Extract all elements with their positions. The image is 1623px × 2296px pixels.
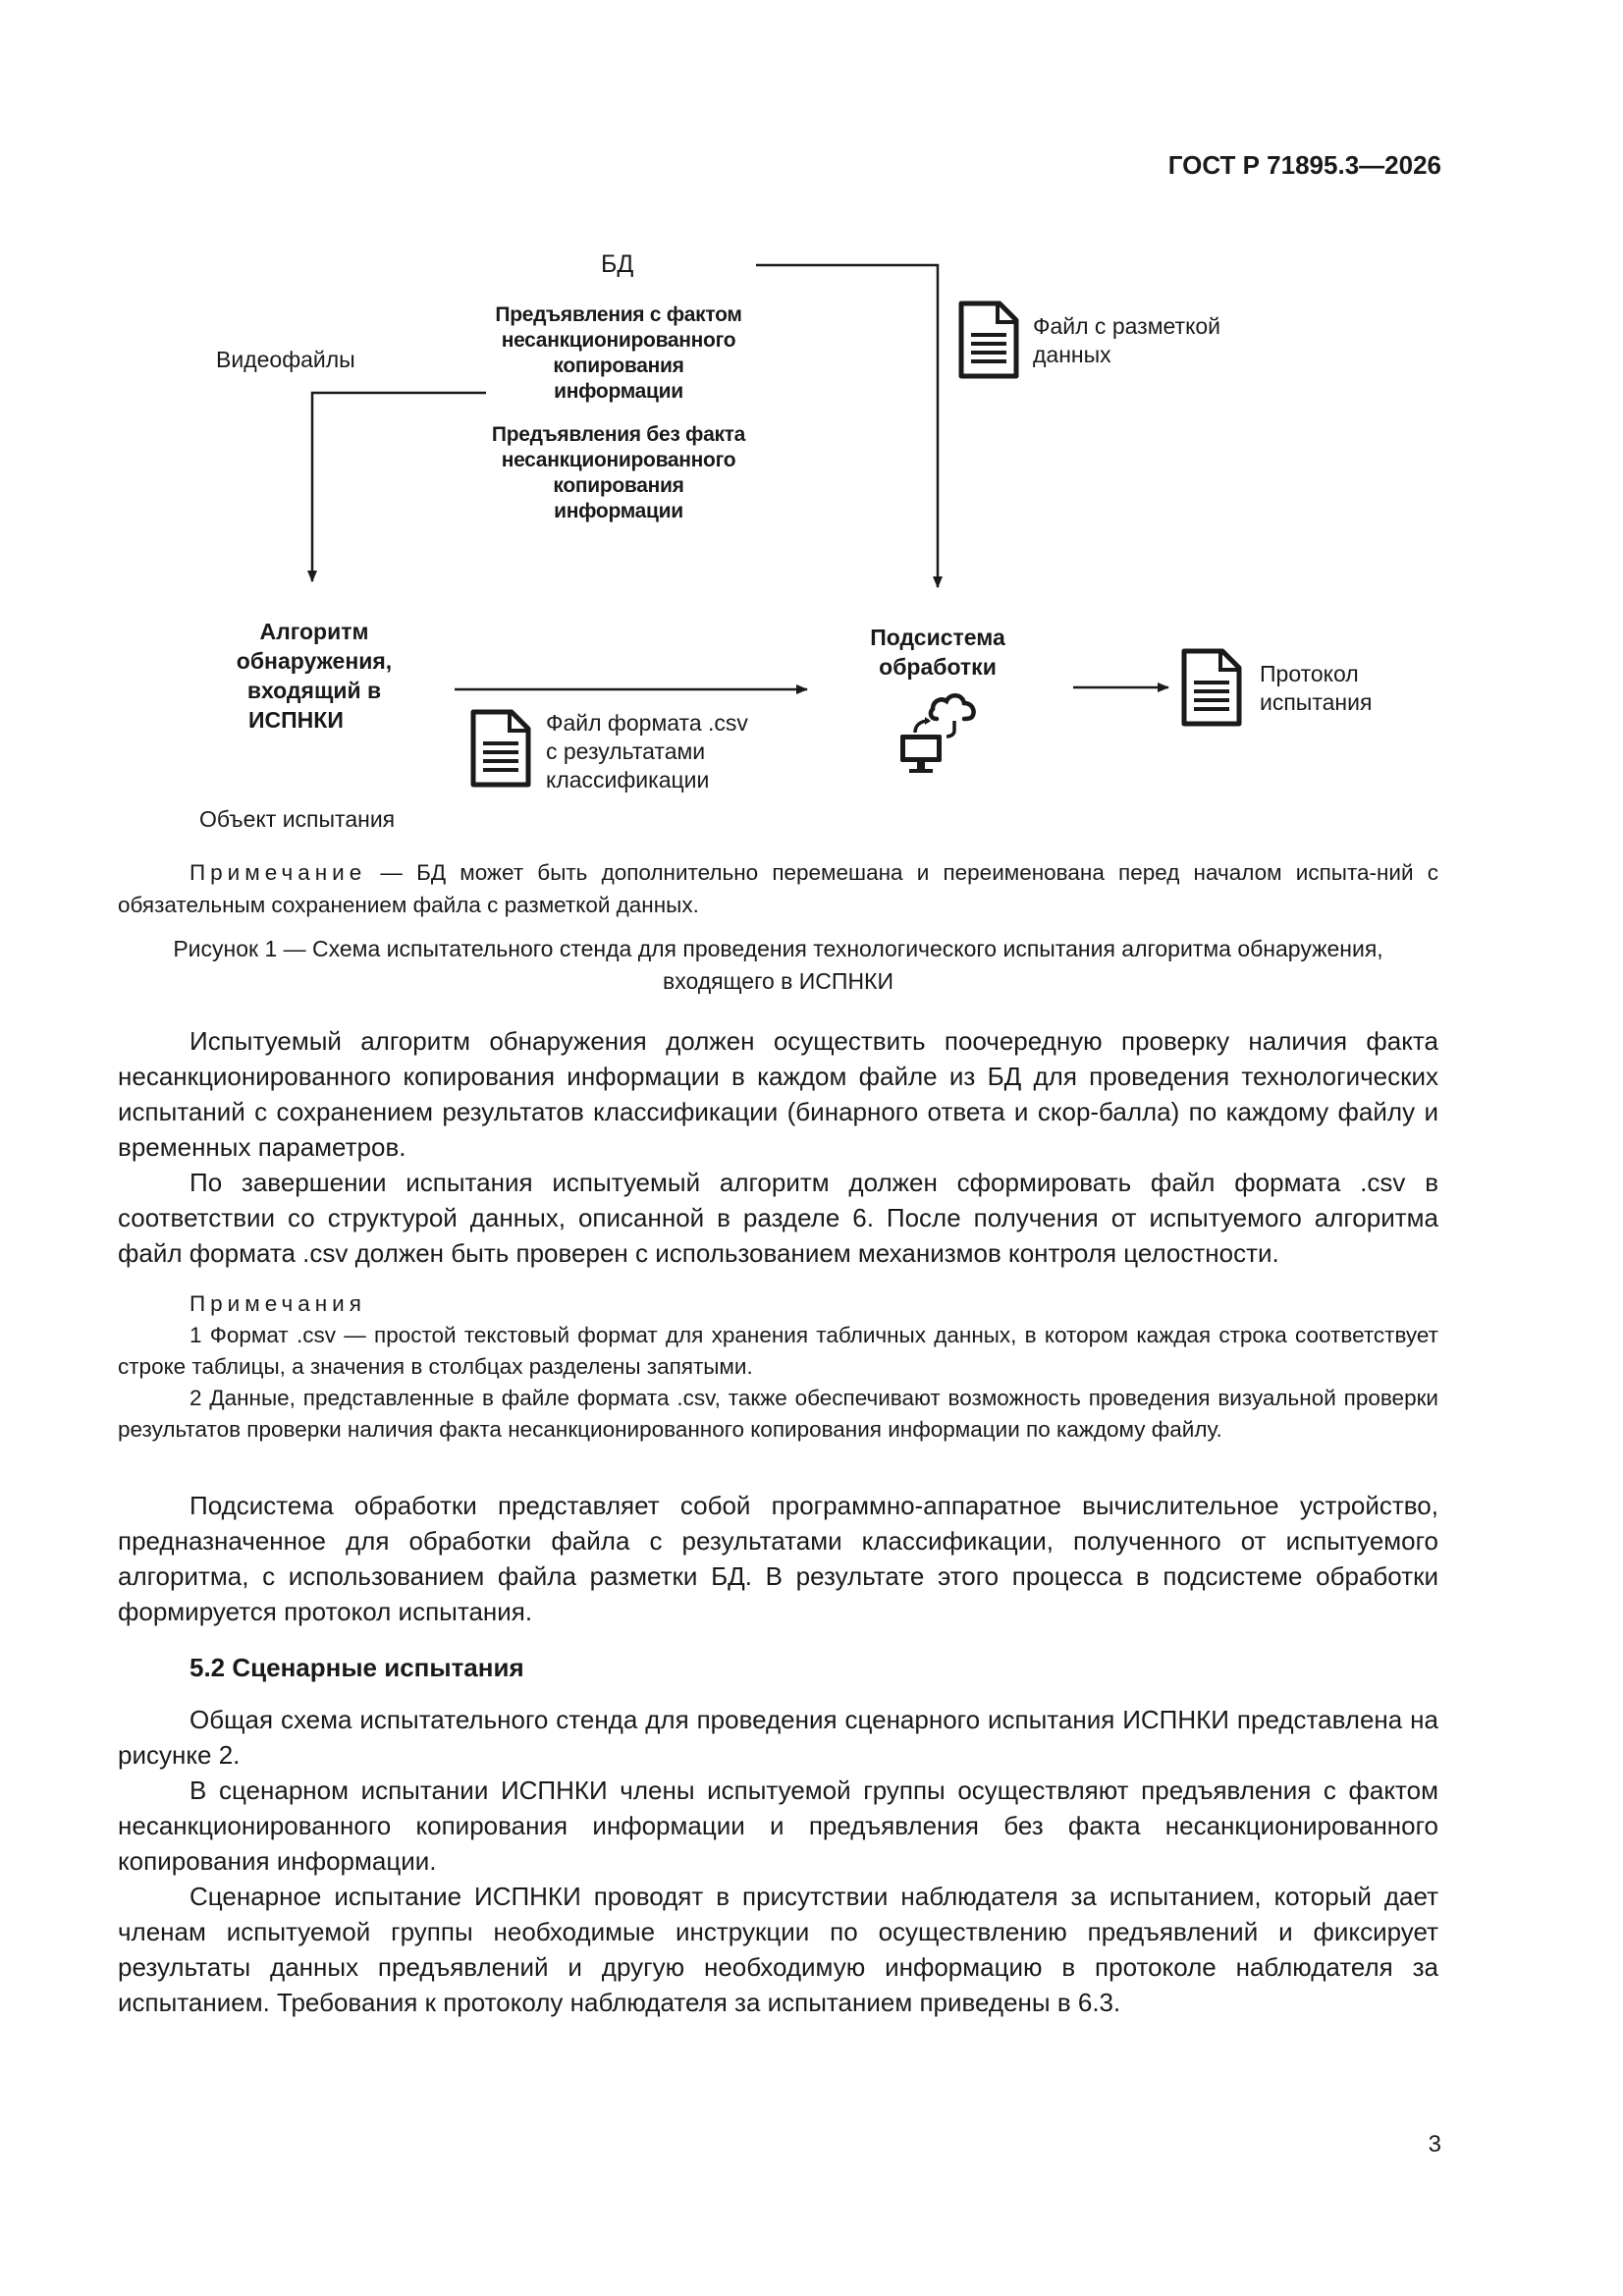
subsystem-label: Подсистема обработки bbox=[870, 625, 1005, 680]
document-icon bbox=[470, 709, 531, 788]
arrow-db-to-subsystem bbox=[756, 265, 938, 587]
cloud-computer-icon bbox=[895, 687, 986, 776]
figure-note bbox=[118, 856, 1438, 921]
markup-file-label: Файл с разметкой данных bbox=[1033, 313, 1221, 367]
section-heading: 5.2 Сценарные испытания bbox=[189, 1653, 524, 1682]
document-icon bbox=[1181, 648, 1242, 727]
notes-label: Примечания bbox=[189, 1291, 366, 1316]
body-paragraph-2 bbox=[118, 1488, 1438, 1629]
figure-note-text: — БД может быть дополнительно перемешана и переименована перед началом испыта-ний с обязательным сохранением файла с разметкой данных. bbox=[118, 860, 1438, 917]
figure-note-label: Примечание bbox=[189, 860, 367, 885]
db-title: БД bbox=[601, 250, 634, 278]
note-item: 1 Формат .csv — простой текстовый формат для хранения табличных данных, в котором каждая строка соответствует строке таблицы, а значения в столбцах разделены запятыми. bbox=[118, 1323, 1438, 1379]
paragraph: Сценарное испытание ИСПНКИ проводят в присутствии наблюдателя за испытанием, который дает членам испытуемой группы необходимые инструкции по осуществлению предъявлений и фиксирует результаты данных предъявлений и другую необходимую информацию в протоколе наблюдателя за испытанием. Требования к протоколу наблюдателя за испытанием приведены в 6.3. bbox=[118, 1882, 1438, 2017]
notes-block bbox=[118, 1288, 1438, 1446]
body-paragraphs-1 bbox=[118, 1023, 1438, 1271]
body-paragraphs-3 bbox=[118, 1702, 1438, 2020]
test-object-label: Объект испытания bbox=[199, 806, 396, 832]
document-icon bbox=[958, 301, 1019, 379]
note-item: 2 Данные, представленные в файле формата .csv, также обеспечивают возможность проведения визуальной проверки результатов проверки наличия факта несанкционированного копирования информации по каждому файлу. bbox=[118, 1386, 1438, 1442]
algorithm-label: Алгоритм обнаружения, входящий в ИСПНКИ bbox=[236, 619, 393, 733]
db-item-with-fact: Предъявления с фактом несанкционированного копирования информации bbox=[495, 303, 742, 403]
figure-caption: Рисунок 1 — Схема испытательного стенда для проведения технологического испытания алгоритма обнаружения, входящего в ИСПНКИ bbox=[173, 936, 1383, 994]
video-files-label: Видеофайлы bbox=[216, 347, 355, 372]
paragraph: По завершении испытания испытуемый алгоритм должен сформировать файл формата .csv в соответствии со структурой данных, описанной в разделе 6. После получения от испытуемого алгоритма файл формата .csv должен быть проверен с использованием механизмов контроля целостности. bbox=[118, 1168, 1438, 1268]
paragraph: В сценарном испытании ИСПНКИ члены испытуемой группы осуществляют предъявления с фактом несанкционированного копирования информации и предъявления без факта несанкционированного копирования информации. bbox=[118, 1776, 1438, 1876]
document-number: ГОСТ Р 71895.3—2026 bbox=[1167, 150, 1441, 180]
paragraph: Испытуемый алгоритм обнаружения должен осуществить поочередную проверку наличия факта несанкционированного копирования информации в каждом файле из БД для проведения технологических испытаний с сохранением результатов классификации (бинарного ответа и скор-балла) по каждому файлу и временных параметров. bbox=[118, 1026, 1438, 1162]
page-number: 3 bbox=[1428, 2131, 1441, 2158]
arrow-videofiles-to-algorithm bbox=[312, 393, 486, 581]
paragraph: Общая схема испытательного стенда для проведения сценарного испытания ИСПНКИ представлена на рисунке 2. bbox=[118, 1705, 1438, 1770]
db-item-without-fact: Предъявления без факта несанкционированного копирования информации bbox=[491, 423, 746, 522]
paragraph: Подсистема обработки представляет собой программно-аппаратное вычислительное устройство, предназначенное для обработки файла с результатами классификации, полученного от испытуемого алгоритма, с использованием файла разметки БД. В результате этого процесса в подсистеме обработки формируется протокол испытания. bbox=[118, 1491, 1438, 1626]
csv-file-label: Файл формата .csv с результатами классификации bbox=[546, 710, 748, 793]
protocol-label: Протокол испытания bbox=[1260, 661, 1373, 715]
